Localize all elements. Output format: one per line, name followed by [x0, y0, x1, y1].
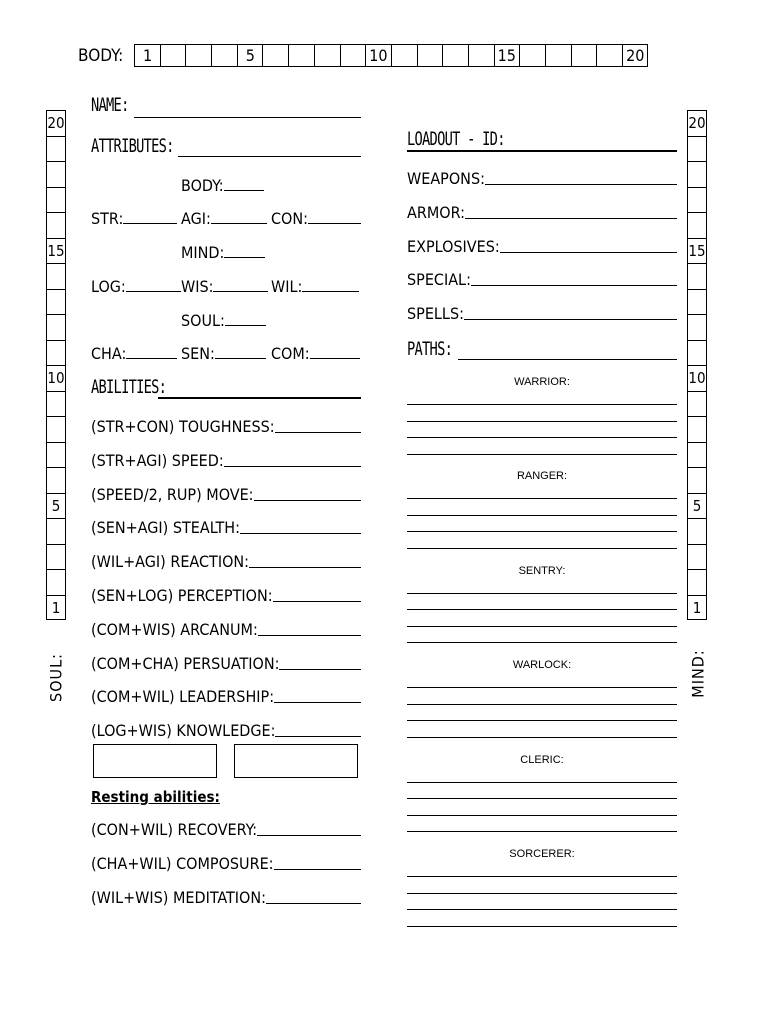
resting-field[interactable] [266, 889, 361, 904]
soul-track-cell[interactable] [46, 467, 66, 493]
mind-track-cell[interactable] [687, 518, 707, 544]
loadout-field[interactable] [464, 305, 677, 320]
body-track-cell[interactable] [442, 44, 468, 67]
path-line[interactable] [407, 421, 677, 422]
path-line[interactable] [407, 404, 677, 405]
soul-track-cell[interactable] [46, 263, 66, 289]
attr-str-field[interactable] [123, 209, 177, 224]
path-line[interactable] [407, 909, 677, 910]
attr-con-field[interactable] [308, 209, 361, 224]
body-track-cell[interactable] [185, 44, 211, 67]
soul-track-cell[interactable] [46, 187, 66, 213]
soul-track-cell[interactable]: 1 [46, 595, 66, 621]
ability-label: (STR+AGI) SPEED: [91, 450, 224, 470]
loadout-underline [407, 150, 677, 152]
loadout-label: SPECIAL: [407, 270, 471, 290]
soul-track-cell[interactable] [46, 416, 66, 442]
ability-row [91, 688, 361, 706]
attr-con: CON: [271, 209, 361, 228]
resting-heading: Resting abilities: [91, 788, 220, 806]
resting-label: (CON+WIL) RECOVERY: [91, 820, 258, 839]
loadout-label: SPELLS: [407, 304, 464, 324]
path-line[interactable] [407, 454, 677, 455]
attr-soul: SOUL: [181, 311, 266, 330]
attr-sen: SEN: [181, 344, 266, 363]
soul-track-cell[interactable] [46, 569, 66, 595]
loadout-heading: LOADOUT - ID: [407, 128, 505, 150]
body-track-cell[interactable] [340, 44, 366, 67]
loadout-field[interactable] [500, 238, 677, 253]
body-track-cell[interactable] [160, 44, 186, 67]
path-line[interactable] [407, 926, 677, 927]
mind-track-cell[interactable] [687, 340, 707, 366]
mind-track-cell[interactable] [687, 289, 707, 315]
ability-row [91, 452, 361, 470]
ability-label: (COM+WIS) ARCANUM: [91, 619, 258, 639]
attributes-underline [178, 156, 361, 157]
soul-track-cell[interactable] [46, 518, 66, 544]
loadout-row [407, 170, 677, 188]
mind-track [687, 110, 707, 620]
resting-label: (WIL+WIS) MEDITATION: [91, 888, 266, 907]
body-track-cell[interactable] [571, 44, 597, 67]
soul-track-cell[interactable] [46, 161, 66, 187]
attr-sen-field[interactable] [215, 344, 266, 359]
body-track [134, 44, 648, 67]
mind-track-cell[interactable] [687, 263, 707, 289]
path-line[interactable] [407, 876, 677, 877]
ability-row [91, 553, 361, 571]
soul-track [46, 110, 66, 620]
path-label: WARRIOR: [514, 376, 570, 388]
resting-field[interactable] [274, 855, 361, 870]
mind-track-cell[interactable] [687, 161, 707, 187]
ability-field[interactable] [224, 452, 361, 467]
ability-field[interactable] [275, 418, 361, 433]
path-line[interactable] [407, 498, 677, 499]
ability-row [91, 621, 361, 639]
name-heading: NAME: [91, 94, 129, 116]
mind-track-cell[interactable] [687, 136, 707, 162]
body-track-cell[interactable]: 10 [365, 44, 391, 67]
loadout-row [407, 305, 677, 323]
body-track-cell[interactable] [314, 44, 340, 67]
ability-field[interactable] [279, 655, 361, 670]
ability-row [91, 519, 361, 537]
ability-field[interactable] [249, 553, 361, 568]
path-line[interactable] [407, 831, 677, 832]
path-line[interactable] [407, 531, 677, 532]
body-track-label: BODY: [78, 46, 124, 66]
soul-track-cell[interactable] [46, 340, 66, 366]
loadout-field[interactable] [465, 204, 677, 219]
ability-field[interactable] [273, 587, 361, 602]
ability-row [91, 418, 361, 436]
attr-agi-field[interactable] [211, 209, 267, 224]
ability-row [91, 655, 361, 673]
soul-track-cell[interactable]: 20 [46, 110, 66, 136]
ability-field[interactable] [240, 519, 361, 534]
mind-track-cell[interactable]: 20 [687, 110, 707, 136]
ability-field[interactable] [258, 621, 361, 636]
path-line[interactable] [407, 437, 677, 438]
path-line[interactable] [407, 782, 677, 783]
ability-row [91, 722, 361, 740]
mind-track-cell[interactable]: 10 [687, 365, 707, 391]
body-track-cell[interactable] [519, 44, 545, 67]
loadout-label: WEAPONS: [407, 169, 485, 188]
soul-track-cell[interactable] [46, 544, 66, 570]
attr-log-field[interactable] [126, 277, 181, 292]
soul-track-cell[interactable] [46, 314, 66, 340]
ability-row [91, 587, 361, 605]
path-line[interactable] [407, 515, 677, 516]
attributes-heading: ATTRIBUTES: [91, 135, 174, 157]
resting-row [91, 855, 361, 873]
path-line[interactable] [407, 720, 677, 721]
attr-body: BODY: [181, 176, 264, 195]
ability-label: (SEN+LOG) PERCEPTION: [91, 586, 273, 605]
body-track-cell[interactable]: 1 [134, 44, 160, 67]
path-line[interactable] [407, 893, 677, 894]
loadout-row [407, 204, 677, 222]
ability-label: (COM+CHA) PERSUATION: [91, 653, 280, 673]
loadout-label: ARMOR: [407, 202, 465, 222]
path-line[interactable] [407, 687, 677, 688]
soul-track-cell[interactable] [46, 391, 66, 417]
body-track-cell[interactable] [391, 44, 417, 67]
body-track-cell[interactable]: 20 [622, 44, 648, 67]
attr-mind-field[interactable] [224, 243, 265, 258]
ability-row [91, 486, 361, 504]
mind-track-cell[interactable] [687, 416, 707, 442]
attr-cha: CHA: [91, 344, 177, 363]
soul-track-cell[interactable]: 5 [46, 493, 66, 519]
attr-soul-field[interactable] [225, 311, 266, 326]
ability-field[interactable] [254, 486, 361, 501]
path-label: RANGER: [516, 470, 568, 483]
attr-str: STR: [91, 209, 177, 228]
attr-wis-field[interactable] [213, 277, 268, 292]
attr-body-field[interactable] [224, 176, 264, 191]
path-line[interactable] [407, 737, 677, 738]
body-track-cell[interactable] [417, 44, 443, 67]
soul-track-cell[interactable] [46, 289, 66, 315]
attr-wis: WIS: [181, 277, 268, 296]
path-line[interactable] [407, 642, 677, 643]
soul-track-label: SOUL: [46, 653, 66, 702]
mind-track-cell[interactable] [687, 314, 707, 340]
mind-track-cell[interactable] [687, 212, 707, 238]
body-track-cell[interactable] [545, 44, 571, 67]
attr-com-field[interactable] [310, 344, 360, 359]
body-track-cell[interactable] [211, 44, 237, 67]
ability-label: (WIL+AGI) REACTION: [91, 552, 250, 572]
mind-track-cell[interactable] [687, 391, 707, 417]
loadout-field[interactable] [485, 170, 677, 185]
ability-label: (SEN+AGI) STEALTH: [91, 518, 240, 538]
paths-heading: PATHS: [407, 338, 453, 360]
path-label: CLERIC: [520, 753, 564, 766]
path-line[interactable] [407, 548, 677, 549]
soul-track-cell[interactable]: 15 [46, 238, 66, 264]
ability-field[interactable] [275, 722, 361, 737]
mind-track-cell[interactable] [687, 442, 707, 468]
ability-label: (STR+CON) TOUGHNESS: [91, 417, 275, 436]
attr-wil: WIL: [271, 277, 359, 296]
custom-ability-box-1[interactable] [93, 744, 217, 778]
loadout-row [407, 238, 677, 256]
body-track-cell[interactable] [596, 44, 622, 67]
path-line[interactable] [407, 609, 677, 610]
resting-label: (CHA+WIL) COMPOSURE: [91, 854, 274, 873]
attr-agi: AGI: [181, 209, 267, 228]
path-label: SORCERER: [509, 848, 575, 860]
loadout-label: EXPLOSIVES: [407, 236, 500, 256]
mind-track-cell[interactable] [687, 467, 707, 493]
ability-label: (LOG+WIS) KNOWLEDGE: [91, 721, 276, 741]
body-track-cell[interactable]: 15 [494, 44, 520, 67]
body-track-cell[interactable] [288, 44, 314, 67]
ability-label: (COM+WIL) LEADERSHIP: [91, 687, 275, 707]
mind-track-cell[interactable] [687, 544, 707, 570]
body-track-cell[interactable]: 5 [237, 44, 263, 67]
attr-com: COM: [271, 344, 360, 363]
ability-label: (SPEED/2, RUP) MOVE: [91, 484, 254, 504]
paths-underline [458, 359, 677, 360]
attr-log: LOG: [91, 277, 181, 296]
attr-wil-field[interactable] [302, 277, 359, 292]
attr-cha-field[interactable] [126, 344, 177, 359]
abilities-underline [158, 397, 361, 399]
abilities-heading: ABILITIES: [91, 376, 167, 398]
path-line[interactable] [407, 798, 677, 799]
resting-field[interactable] [257, 821, 361, 836]
path-label: SENTRY: [518, 564, 566, 577]
path-line[interactable] [407, 815, 677, 816]
soul-track-cell[interactable] [46, 136, 66, 162]
loadout-field[interactable] [471, 271, 677, 286]
mind-track-cell[interactable] [687, 187, 707, 213]
resting-row [91, 889, 361, 907]
loadout-row [407, 271, 677, 289]
body-track-cell[interactable] [468, 44, 494, 67]
name-field[interactable] [134, 117, 361, 118]
custom-ability-box-2[interactable] [234, 744, 358, 778]
mind-track-label: MIND: [688, 649, 708, 698]
mind-track-cell[interactable]: 5 [687, 493, 707, 519]
mind-track-cell[interactable] [687, 569, 707, 595]
path-label: WARLOCK: [512, 659, 572, 672]
body-track-cell[interactable] [262, 44, 288, 67]
soul-track-cell[interactable]: 10 [46, 365, 66, 391]
mind-track-cell[interactable]: 15 [687, 238, 707, 264]
resting-row [91, 821, 361, 839]
ability-field[interactable] [274, 688, 361, 703]
soul-track-cell[interactable] [46, 442, 66, 468]
attr-mind: MIND: [181, 243, 265, 262]
path-line[interactable] [407, 593, 677, 594]
path-line[interactable] [407, 626, 677, 627]
path-line[interactable] [407, 704, 677, 705]
mind-track-cell[interactable]: 1 [687, 595, 707, 621]
soul-track-cell[interactable] [46, 212, 66, 238]
